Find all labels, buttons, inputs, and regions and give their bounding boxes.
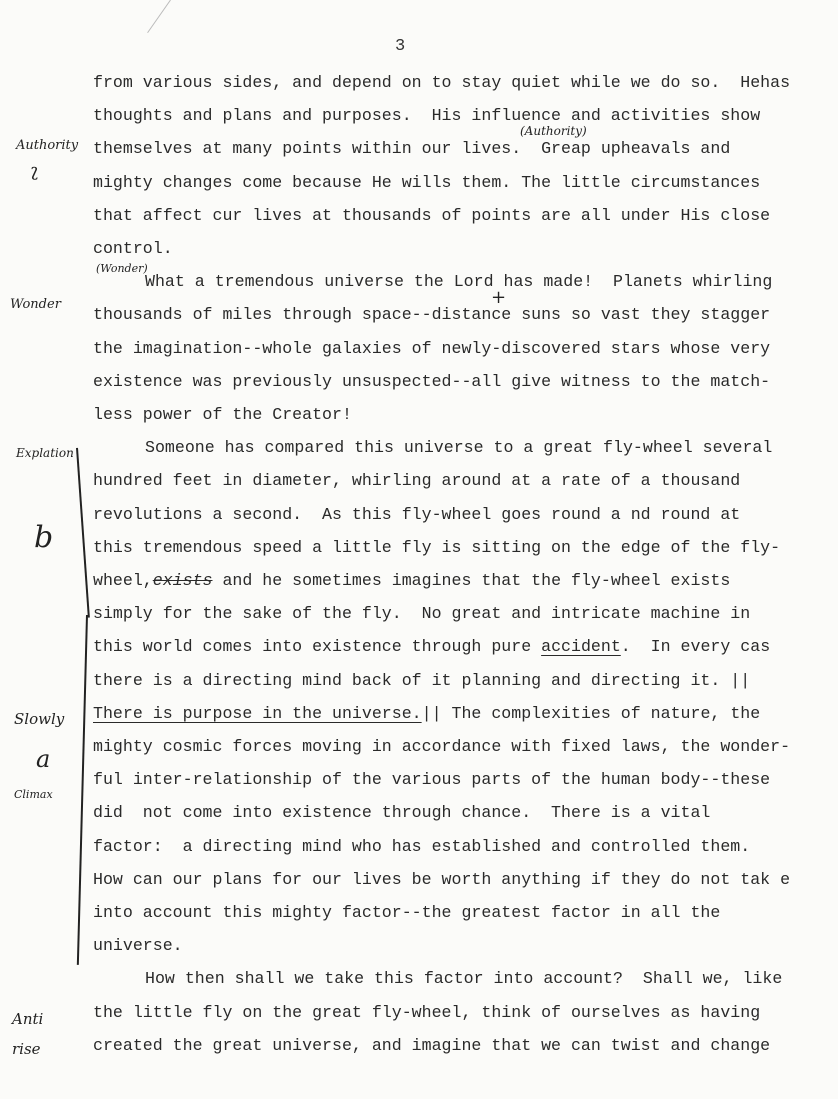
text-segment: and he sometimes imagines that the fly-wheel exists [212, 571, 731, 590]
text-segment: the imagination--whole galaxies of newly-discovered stars whose very [93, 338, 771, 358]
text-segment: into account this mighty factor--the greatest factor in all the [93, 903, 721, 922]
text-segment: ful inter-relationship of the various parts of the human body--these [93, 770, 771, 790]
text-line [93, 206, 770, 226]
text-line [93, 704, 760, 724]
text-segment: || The complexities of nature, the [421, 703, 761, 723]
text-segment: simply for the sake of the fly. No great and intricate machine in [93, 604, 751, 624]
margin-note-explanation: Explation [16, 446, 74, 460]
text-line [93, 1003, 760, 1023]
text-line [93, 870, 790, 890]
text-segment: that affect cur lives at thousands of points are all under His close [93, 205, 771, 225]
margin-note-anti: Anti [12, 1010, 44, 1028]
text-segment: hundred feet in diameter, whirling around at a rate of a thousand [93, 471, 741, 491]
margin-note-rise: rise [12, 1040, 41, 1058]
margin-note-authority: Authority [16, 138, 79, 153]
squiggle-mark: ʅ [30, 160, 39, 181]
text-segment: mighty changes come because He wills them. The little circumstances [93, 172, 761, 192]
text-segment: themselves at many points within our lives. Greap upheavals and [93, 139, 731, 159]
text-line [93, 239, 173, 259]
text-segment: factor: a directing mind who has established and controlled them. [93, 836, 751, 856]
struck-text: exists [152, 571, 213, 590]
text-line [93, 173, 760, 193]
text-segment: created the great universe, and imagine that we can twist and change [93, 1035, 771, 1055]
text-line [93, 405, 352, 425]
text-segment: this tremendous speed a little fly is sitting on the edge of the fly- [93, 537, 781, 557]
text-line [93, 372, 770, 392]
margin-note-climax: Climax [14, 788, 53, 801]
text-line [93, 305, 770, 325]
text-segment: less power of the Creator! [93, 405, 352, 424]
margin-note-wonder: Wonder [10, 297, 61, 312]
text-segment: wheel, [93, 571, 153, 590]
text-segment: Someone has compared this universe to a great fly-wheel several [145, 438, 773, 458]
pencil-scratch [147, 0, 171, 33]
text-segment: How can our plans for our lives be worth anything if they do not tak e [93, 869, 791, 889]
text-line [93, 637, 770, 657]
text-segment: What a tremendous universe the Lord has made! Planets whirling [145, 272, 773, 292]
text-line [93, 339, 770, 359]
text-line [93, 803, 710, 823]
text-line [93, 471, 740, 491]
text-line [93, 936, 183, 956]
text-line [93, 73, 790, 93]
underlined-text: accident [541, 637, 621, 657]
text-segment: existence was previously unsuspected--all give witness to the match- [93, 371, 771, 391]
margin-bracket-line [77, 615, 88, 965]
text-segment: from various sides, and depend on to stay quiet while we do so. Hehas [93, 73, 791, 92]
margin-note-b: b [34, 520, 54, 555]
text-line [93, 604, 750, 624]
text-line [93, 903, 720, 923]
text-segment: revolutions a second. As this fly-wheel goes round a nd round at [93, 504, 741, 524]
text-segment: How then shall we take this factor into account? Shall we, like [145, 969, 783, 989]
text-line [145, 272, 772, 292]
text-line [93, 671, 750, 691]
text-line [93, 139, 730, 159]
text-line [93, 538, 780, 558]
text-segment: thousands of miles through space--distance suns so vast they stagger [93, 305, 771, 325]
inline-note-wonder: (Wonder) [96, 262, 148, 275]
inline-note-authority: (Authority) [520, 124, 587, 138]
text-line [93, 737, 790, 757]
text-segment: universe. [93, 936, 183, 956]
margin-bracket-line [76, 448, 89, 618]
text-segment: thoughts and plans and purposes. His influence and activities show [93, 106, 761, 126]
text-segment: . In every cas [620, 637, 771, 657]
plus-mark: + [491, 287, 507, 308]
text-segment: mighty cosmic forces moving in accordance with fixed laws, the wonder- [93, 737, 791, 756]
text-line [93, 106, 760, 126]
margin-note-slowly: Slowly [14, 710, 65, 728]
text-segment: control. [93, 239, 173, 258]
text-line [93, 770, 770, 790]
text-segment: there is a directing mind back of it planning and directing it. || [93, 670, 751, 690]
text-line [93, 571, 730, 591]
page-number: 3 [395, 37, 406, 56]
text-line [145, 438, 772, 458]
text-segment: the little fly on the great fly-wheel, think of ourselves as having [93, 1002, 761, 1022]
text-line [145, 969, 782, 989]
text-line [93, 837, 750, 857]
text-line [93, 1036, 770, 1056]
text-segment: did not come into existence through chance. There is a vital [93, 803, 711, 823]
text-segment: this world comes into existence through pure [93, 637, 542, 657]
margin-note-a: a [36, 745, 51, 773]
text-line [93, 505, 740, 525]
underlined-text: There is purpose in the universe. [93, 703, 422, 723]
